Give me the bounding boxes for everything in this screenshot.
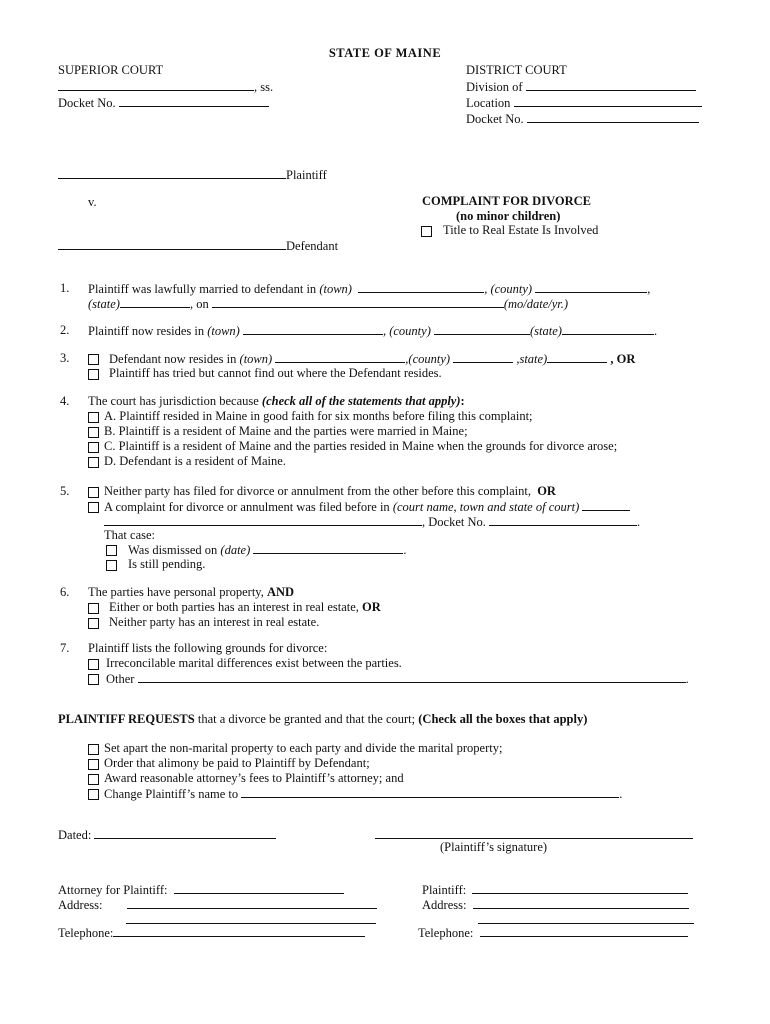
jurisdiction-c-checkbox[interactable] [88,442,99,453]
request-property: Set apart the non-marital property to each party and divide the marital property; [104,741,503,755]
that-case-label: That case: [104,528,156,542]
pending-checkbox[interactable] [106,560,117,571]
item-7-a: Plaintiff lists the following grounds for divorce: [88,641,328,655]
attorney-address-field[interactable] [127,897,377,909]
defendant-resides-checkbox[interactable] [88,354,99,365]
prior-court-continued-field[interactable] [104,514,422,526]
county-field[interactable] [58,79,254,91]
marriage-town-field[interactable] [358,281,484,293]
item-7-b: Irreconcilable marital differences exist between the parties. [106,656,402,670]
versus-label: v. [88,195,97,209]
request-fees: Award reasonable attorney’s fees to Plaintiff’s attorney; and [104,771,404,785]
item-5-dismissed: Was dismissed on (date) . [128,543,407,557]
neither-filed-checkbox[interactable] [88,487,99,498]
item-5-a: Neither party has filed for divorce or annulment from the other before this complaint, OR [104,484,556,498]
plaintiff-telephone-field[interactable] [480,925,688,937]
real-estate-interest-checkbox[interactable] [88,603,99,614]
plaintiff-line: Plaintiff [58,167,327,183]
item-3-line-1: Defendant now resides in (town) ,(county) ,state) , OR [109,352,636,366]
plaintiff-state-field[interactable] [562,323,654,335]
real-estate-label: Title to Real Estate Is Involved [443,223,599,237]
item-7-c: Other . [106,672,689,686]
item-1-line-2: (state) , on (mo/date/yr.) [88,297,569,311]
request-fees-checkbox[interactable] [88,774,99,785]
plaintiff-contact-field[interactable] [472,882,688,894]
plaintiff-contact-line: Plaintiff: [422,882,688,898]
plaintiff-name-field[interactable] [58,167,286,179]
attorney-telephone-line: Telephone: [58,925,365,941]
item-number: 7. [60,641,70,655]
item-number: 1. [60,281,70,295]
division-line: Division of [466,79,696,95]
attorney-address-field-2[interactable] [126,912,376,924]
other-grounds-checkbox[interactable] [88,674,99,685]
item-4-b: B. Plaintiff is a resident of Maine and the parties were married in Maine; [104,424,468,438]
district-docket-field[interactable] [527,111,699,123]
plaintiff-address-field-2[interactable] [478,912,694,924]
no-real-estate-checkbox[interactable] [88,618,99,629]
item-3-line-2: Plaintiff has tried but cannot find out where the Defendant resides. [109,366,442,380]
dated-line: Dated: [58,827,276,843]
dismissed-checkbox[interactable] [106,545,117,556]
page-title: STATE OF MAINE [328,46,442,60]
superior-court-label: SUPERIOR COURT [58,63,164,77]
attorney-telephone-field[interactable] [113,925,365,937]
attorney-field[interactable] [174,882,344,894]
prior-docket-field[interactable] [489,514,637,526]
dated-field[interactable] [94,827,276,839]
cannot-find-checkbox[interactable] [88,369,99,380]
district-docket-line: Docket No. [466,111,699,127]
plaintiff-signature-field[interactable] [375,827,693,839]
real-estate-checkbox[interactable] [421,226,432,237]
complaint-subtitle: (no minor children) [456,209,561,223]
plaintiff-telephone-line: Telephone: [418,925,688,941]
district-court-label: DISTRICT COURT [466,63,567,77]
item-4-c: C. Plaintiff is a resident of Maine and the parties resided in Maine when the grounds for divorce arose; [104,439,618,453]
request-name: Change Plaintiff’s name to . [104,787,623,801]
item-2-line: Plaintiff now resides in (town) , (county) (state) . [88,324,658,338]
item-number: 3. [60,351,70,365]
prior-court-field[interactable] [582,499,630,511]
plaintiff-address-field[interactable] [473,897,689,909]
item-number: 5. [60,484,70,498]
location-field[interactable] [514,95,702,107]
signature-caption: (Plaintiff’s signature) [440,840,548,854]
division-field[interactable] [526,79,696,91]
item-number: 6. [60,585,70,599]
county-line: , ss. [58,79,273,95]
superior-docket-field[interactable] [119,95,269,107]
request-alimony: Order that alimony be paid to Plaintiff by Defendant; [104,756,370,770]
defendant-state-field[interactable] [547,351,607,363]
attorney-line: Attorney for Plaintiff: [58,882,344,898]
item-4-d: D. Defendant is a resident of Maine. [104,454,286,468]
superior-docket: Docket No. [58,95,269,111]
marriage-state-field[interactable] [120,296,190,308]
request-alimony-checkbox[interactable] [88,759,99,770]
item-6-c: Neither party has an interest in real estate. [109,615,320,629]
item-6-b: Either or both parties has an interest in real estate, OR [109,600,381,614]
defendant-town-field[interactable] [275,351,405,363]
item-number: 4. [60,394,70,408]
item-5-pending: Is still pending. [128,557,206,571]
plaintiff-address-line: Address: [422,897,689,913]
item-4-intro: The court has jurisdiction because (check all of the statements that apply): [88,394,465,408]
marriage-county-field[interactable] [535,281,647,293]
plaintiff-county-field[interactable] [434,323,530,335]
defendant-county-field[interactable] [453,351,513,363]
marriage-date-field[interactable] [212,296,504,308]
item-5-b: A complaint for divorce or annulment was filed before in (court name, town and state of court) [104,499,630,515]
attorney-address-line: Address: [58,897,377,913]
plaintiff-town-field[interactable] [243,323,383,335]
new-name-field[interactable] [241,786,619,798]
irreconcilable-checkbox[interactable] [88,659,99,670]
jurisdiction-b-checkbox[interactable] [88,427,99,438]
item-5-docket: , Docket No. . [104,514,640,530]
requests-heading: PLAINTIFF REQUESTS that a divorce be granted and that the court; (Check all the boxes that apply) [58,712,588,726]
other-grounds-field[interactable] [138,671,686,683]
item-4-a: A. Plaintiff resided in Maine in good faith for six months before filing this complaint; [104,409,533,423]
location-line: Location [466,95,702,111]
jurisdiction-a-checkbox[interactable] [88,412,99,423]
request-name-checkbox[interactable] [88,789,99,800]
dismissed-date-field[interactable] [253,542,403,554]
jurisdiction-d-checkbox[interactable] [88,457,99,468]
item-1-line-1: Plaintiff was lawfully married to defendant in (town) , (county) , [88,282,651,296]
item-number: 2. [60,323,70,337]
prior-complaint-checkbox[interactable] [88,502,99,513]
request-property-checkbox[interactable] [88,744,99,755]
defendant-line: Defendant [58,238,338,254]
complaint-title: COMPLAINT FOR DIVORCE [422,194,591,208]
item-6-a: The parties have personal property, AND [88,585,295,599]
defendant-name-field[interactable] [58,238,286,250]
